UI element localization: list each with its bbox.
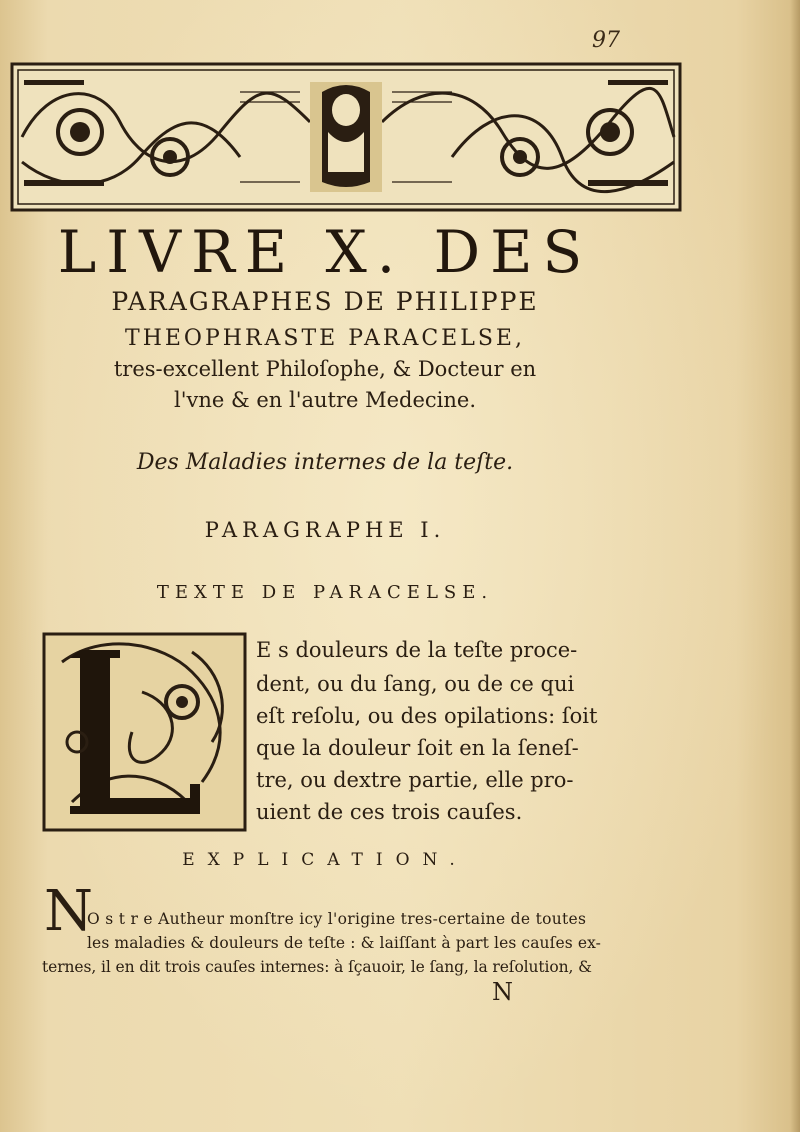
book-title: LIVRE X. DES (57, 218, 593, 286)
text-line-2: dent, ou du ſang, ou de ce qui (256, 672, 575, 696)
explication-line-3: ternes, il en dit trois cauſes internes: à ſçauoir, le ſang, la reſolution, & (42, 958, 592, 976)
text-line-1: E s douleurs de la teſte proce- (256, 638, 578, 662)
page-edge-shadow (790, 0, 800, 1132)
drop-initial-N: N (44, 879, 93, 944)
text-line-5: tre, ou dextre partie, elle pro- (256, 768, 574, 792)
decorated-initial-L-icon (42, 632, 247, 832)
page-number: 97 (592, 28, 620, 53)
title-line-3: THEOPHRASTE PARACELSE, (125, 326, 525, 351)
title-line-4: tres-excellent Philoſophe, & Docteur en (113, 357, 537, 381)
title-line-2: PARAGRAPHES DE PHILIPPE (111, 287, 539, 316)
text-line-3: eſt reſolu, ou des opilations: ſoit (256, 704, 598, 728)
section-heading: PARAGRAPHE I. (204, 518, 446, 542)
text-line-4: que la douleur ſoit en la ſeneſ- (256, 736, 579, 760)
catchword: N (492, 978, 513, 1006)
ornamental-headpiece-icon (10, 62, 682, 212)
text-line-6: uient de ces trois cauſes. (256, 800, 523, 824)
explication-heading: EXPLICATION. (182, 850, 468, 870)
chapter-subtitle: Des Maladies internes de la teſte. (136, 450, 514, 475)
explication-line-1: O s t r e Autheur monſtre icy l'origine tres-certaine de toutes (87, 910, 587, 928)
text-heading: TEXTE DE PARACELSE. (156, 582, 494, 603)
title-line-5: l'vne & en l'autre Medecine. (174, 388, 476, 412)
explication-line-2: les maladies & douleurs de teſte : & laiſſant à part les cauſes ex- (87, 934, 601, 952)
